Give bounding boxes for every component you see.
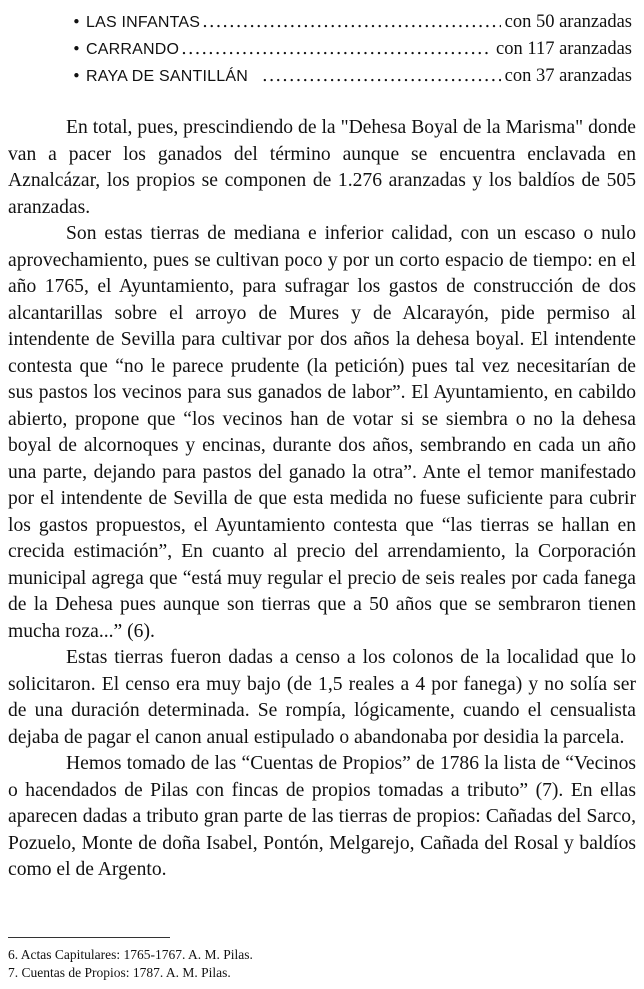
paragraph: Son estas tierras de mediana e inferior calidad, con un escaso o nulo aprovechamiento, pues se cultivan poco y por un corto espacio de tiempo: en el año 1765, el Ayuntamiento, para sufragar los gastos de construcción de dos alcantarillas sobre el arroyo de Mures y de Alcarayón, pide permiso al intendente de Sevilla para cultivar por dos años la dehesa boyal. El intendente contesta que “no le parece prudente (la petición) pues tal vez necesitarían de sus pastos los vecinos para sus ganados de labor”. El Ayuntamiento, en cabildo abierto, propone que “los vecinos han de votar si se siembra o no la dehesa boyal de alcornoques y encinas, durante dos años, sembrando en cada un año una parte, dejando para pastos del ganado la otra”. Ante el temor manifestado por el intendente de Sevilla de que esta medida no fuese suficiente para cubrir los gastos propuestos, el Ayuntamiento contesta que “las tierras se hallan en crecida estimación”, En cuanto al precio del arrendamiento, la Corporación municipal agrega que “está muy regular el precio de seis reales por cada fanega de la Dehesa pues aunque son tierras que a 50 años que se sembraron tienen mucha roza...” (6). [8, 223, 636, 642]
footnotes [8, 946, 628, 982]
paragraph: En total, pues, prescindiendo de la "Dehesa Boyal de la Marisma" donde van a pacer los ganados del término aunque se encuentra enclavada en Aznalcázar, los propios se componen de 1.276 aranzadas y los baldíos de 505 aranzadas. [8, 117, 636, 218]
list-item [72, 35, 632, 62]
list-item-name: RAYA DE SANTILLÁN [86, 68, 248, 85]
paragraph: Hemos tomado de las “Cuentas de Propios” de 1786 la lista de “Vecinos o hacendados de Pilas con fincas de propios tomadas a tributo” (7). En ellas aparecen dadas a tributo gran parte de las tierras de propios: Cañadas del Sarco, Pozuelo, Monte de doña Isabel, Pontón, Melgarejo, Cañada del Rosal y baldíos como el de Argento. [8, 753, 636, 880]
footnote-divider [8, 937, 170, 938]
list-item-amount: con 50 aranzadas [504, 12, 632, 32]
list-item-amount: con 37 aranzadas [504, 66, 632, 86]
land-list [72, 8, 632, 89]
footnote: 6. Actas Capitulares: 1765-1767. A. M. Pilas. [8, 947, 253, 962]
dot-leader [200, 8, 500, 35]
list-item-name: LAS INFANTAS [86, 14, 201, 31]
list-item [72, 62, 632, 89]
paragraph: Estas tierras fueron dadas a censo a los colonos de la localidad que lo solicitaron. El censo era muy bajo (de 1,5 reales a 4 por fanega) y no solía ser de una duración determinada. Se rompía, lógicamente, cuando el censualista dejaba de pagar el canon anual estipulado o abandonaba por desidia la parcela. [8, 647, 636, 748]
bullet-icon: • [72, 13, 81, 31]
body-text [8, 115, 636, 884]
bullet-icon: • [72, 67, 81, 85]
dot-leader [179, 35, 492, 62]
list-item [72, 8, 632, 35]
footnote: 7. Cuentas de Propios: 1787. A. M. Pilas. [8, 965, 231, 980]
dot-leader [248, 62, 501, 89]
list-item-amount: con 117 aranzadas [496, 39, 632, 59]
bullet-icon: • [72, 40, 81, 58]
list-item-name: CARRANDO [86, 41, 180, 58]
